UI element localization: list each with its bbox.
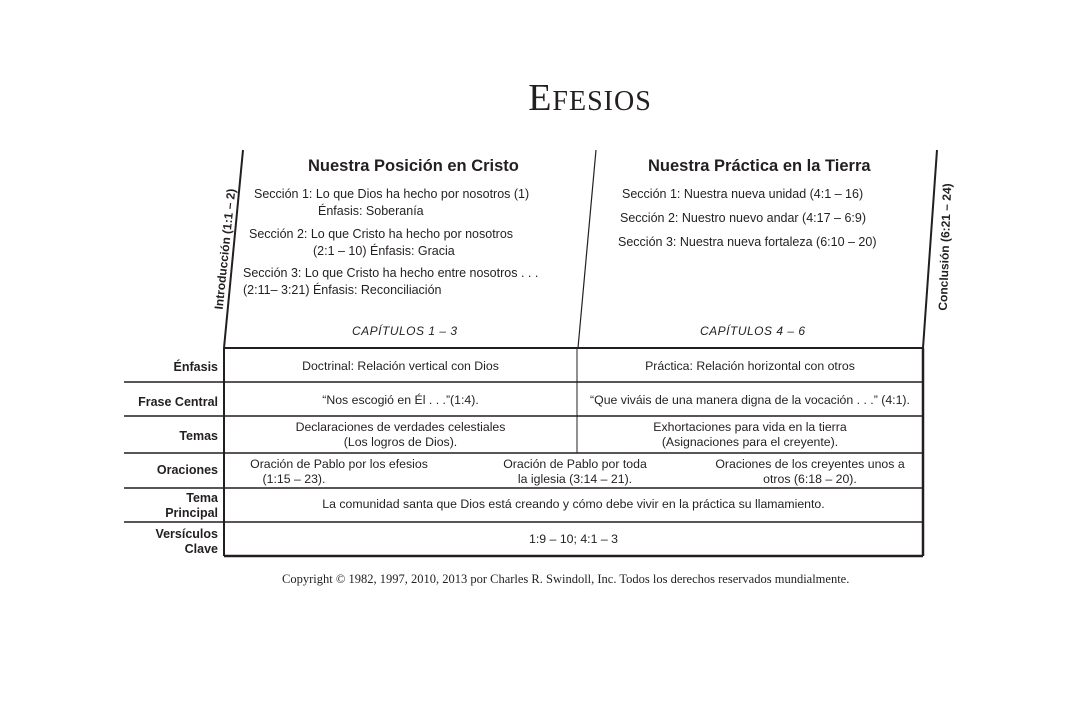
enfasis-right: Práctica: Relación horizontal con otros xyxy=(645,359,855,373)
tema-principal-text: La comunidad santa que Dios está creando y cómo debe vivir en la práctica su llamamiento. xyxy=(322,497,825,511)
page-title: EFESIOS xyxy=(528,77,652,119)
part1-section-3: Sección 3: Lo que Cristo ha hecho entre nosotros . . . (2:11– 3:21) Énfasis: Reconciliación xyxy=(243,266,539,297)
part2-chapters: CAPÍTULOS 4 – 6 xyxy=(700,324,806,338)
copyright-notice: Copyright © 1982, 1997, 2010, 2013 por Charles R. Swindoll, Inc. Todos los derechos reservados mundialmente. xyxy=(282,572,850,586)
versiculos-clave-text: 1:9 – 10; 4:1 – 3 xyxy=(529,532,618,546)
row-label-versiculos: Versículos Clave xyxy=(155,527,218,556)
oraciones-col-2: Oración de Pablo por toda la iglesia (3:14 – 21). xyxy=(503,457,647,486)
part2-header: Nuestra Práctica en la Tierra xyxy=(648,157,871,175)
temas-right: Exhortaciones para vida en la tierra (Asignaciones para el creyente). xyxy=(653,420,847,449)
frase-left: “Nos escogió en Él . . .”(1:4). xyxy=(322,393,479,407)
part2-section-1: Sección 1: Nuestra nueva unidad (4:1 – 16) xyxy=(622,187,864,201)
temas-left: Declaraciones de verdades celestiales (Los logros de Dios). xyxy=(295,420,506,449)
part1-section-1: Sección 1: Lo que Dios ha hecho por nosotros (1) Énfasis: Soberanía xyxy=(254,187,530,218)
oraciones-col-1: Oración de Pablo por los efesios (1:15 – 23). xyxy=(250,457,428,486)
introduction-label: Introducción (1:1 – 2) xyxy=(211,187,239,311)
row-label-tema: Tema Principal xyxy=(165,491,218,520)
row-label-temas: Temas xyxy=(179,429,218,443)
enfasis-left: Doctrinal: Relación vertical con Dios xyxy=(302,359,499,373)
row-label-oraciones: Oraciones xyxy=(156,463,218,477)
frase-right: “Que viváis de una manera digna de la vocación . . .” (4:1). xyxy=(590,393,910,407)
part2-section-3: Sección 3: Nuestra nueva fortaleza (6:10 – 20) xyxy=(618,235,877,249)
middle-slant-divider xyxy=(578,150,596,348)
right-slant-divider xyxy=(923,150,937,348)
part1-chapters: CAPÍTULOS 1 – 3 xyxy=(352,324,458,338)
part1-header: Nuestra Posición en Cristo xyxy=(308,157,519,175)
row-label-enfasis: Énfasis xyxy=(173,360,218,374)
part1-section-2: Sección 2: Lo que Cristo ha hecho por nosotros (2:1 – 10) Énfasis: Gracia xyxy=(249,227,514,258)
conclusion-label: Conclusión (6:21 – 24) xyxy=(935,183,955,311)
row-label-frase: Frase Central xyxy=(138,395,218,409)
oraciones-col-3: Oraciones de los creyentes unos a otros (6:18 – 20). xyxy=(715,457,905,486)
part2-section-2: Sección 2: Nuestro nuevo andar (4:17 – 6:9) xyxy=(620,211,866,225)
